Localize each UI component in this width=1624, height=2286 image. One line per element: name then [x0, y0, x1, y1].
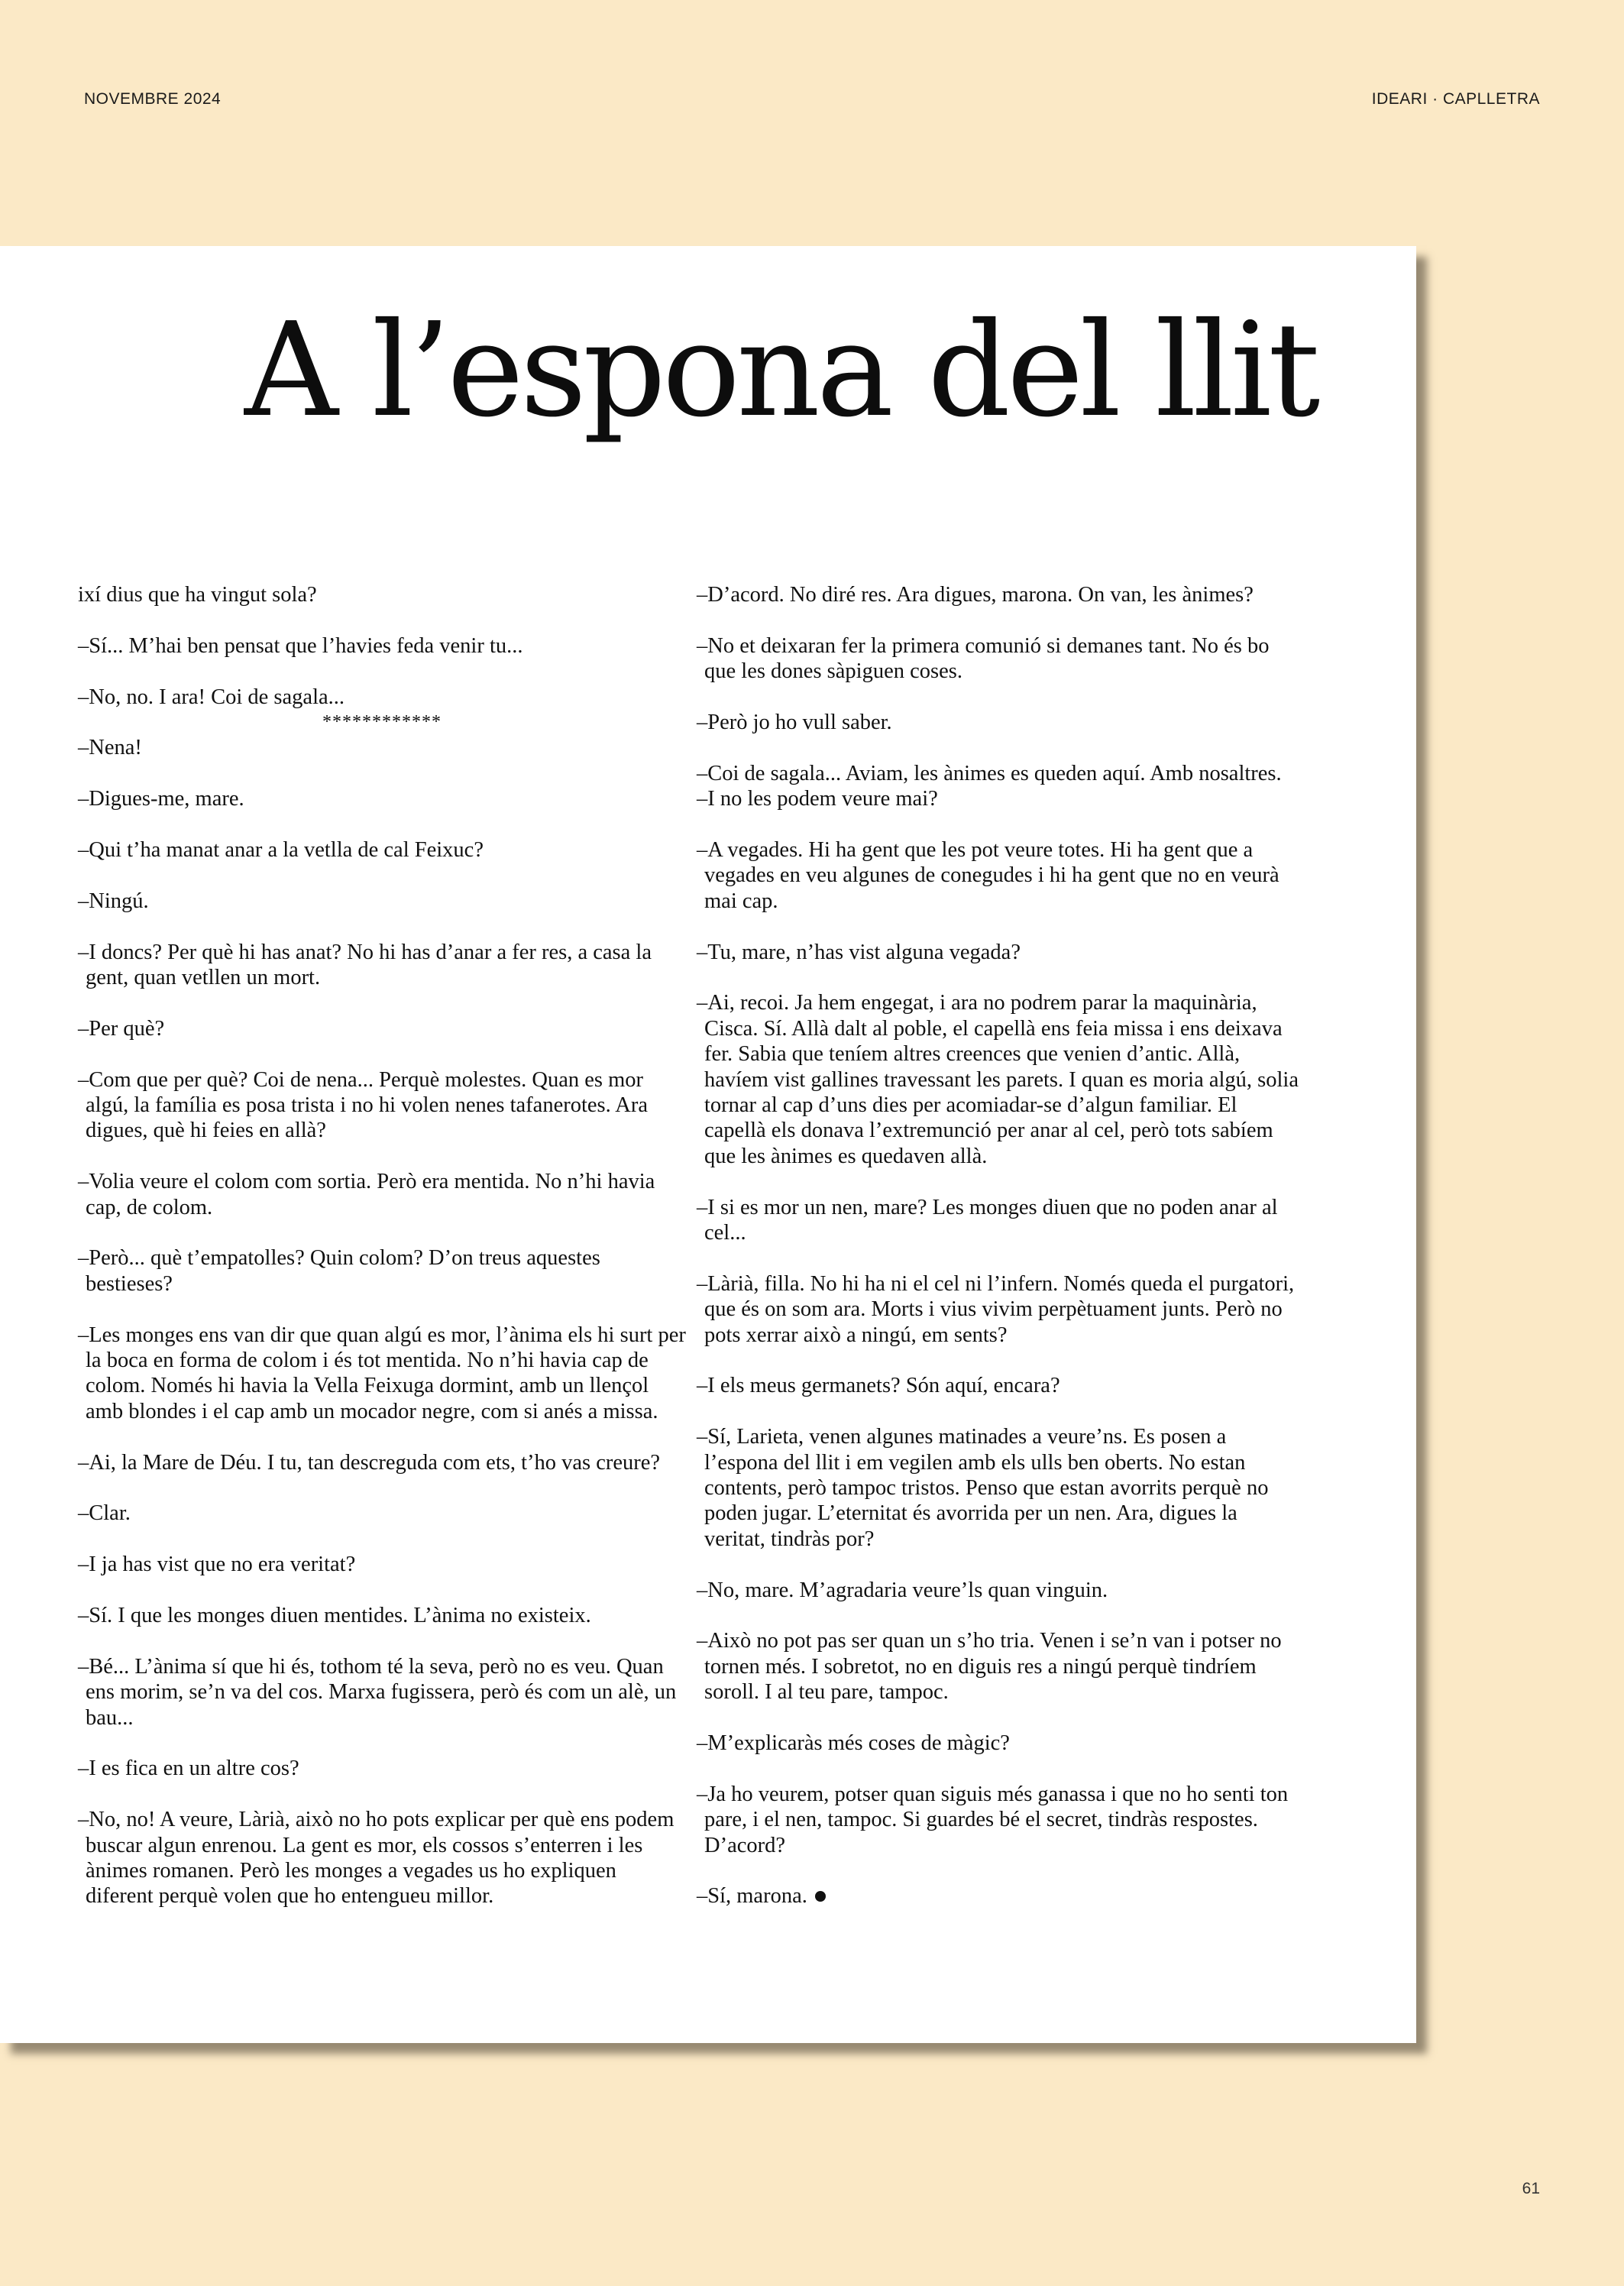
paragraph: –Però jo ho vull saber. [697, 711, 892, 734]
last-paragraph [697, 1883, 1303, 1909]
paragraph: –No et deixaran fer la primera comunió si demanes tant. No és bo que les dones sàpiguen coses. [697, 633, 1270, 684]
paragraph: ixí dius que ha vingut sola? [78, 583, 317, 607]
paragraph: –D’acord. No diré res. Ara digues, marona. On van, les ànimes? [697, 583, 1254, 607]
paragraph: –Però... què t’empatolles? Quin colom? D’on treus aquestes bestieses? [78, 1246, 600, 1296]
paragraph: –Com que per què? Coi de nena... Perquè molestes. Quan es mor algú, la família es posa trista i no hi volen nenes tafanerotes. Ara digues, què hi feies en allà? [78, 1067, 649, 1143]
paragraph: –Tu, mare, n’has vist alguna vegada? [697, 940, 1021, 964]
paragraph: –Digues-me, mare. [78, 787, 244, 811]
scene-separator: ************ [322, 712, 442, 732]
paragraph: –Ai, recoi. Ja hem engegat, i ara no podrem parar la maquinària, Cisca. Sí. Allà dalt al poble, el capellà ens feia missa i ens deixava fer. Sabia que teníem altres creences que venien d’antic. Allà, havíem vist gallines travessant les parets. I quan es moria algú, solia tornar al cap d’uns dies per acomiadar-se d’algun familiar. El capellà els donava l’extremunció per anar al cel, però tots sabíem que les ànimes es quedaven allà. [697, 991, 1299, 1168]
paragraph: –Per què? [78, 1016, 165, 1041]
paragraph: –Coi de sagala... Aviam, les ànimes es queden aquí. Amb nosaltres. [697, 761, 1282, 785]
paragraph: –Les monges ens van dir que quan algú es mor, l’ànima els hi surt per la boca en forma de colom i és tot mentida. No n’hi havia cap de colom. Només hi havia la Vella Feixuga dormint, amb un llençol amb blondes i el cap amb un mocador negre, com si anés a missa. [78, 1323, 686, 1423]
paragraph: –Nena! [78, 736, 142, 760]
text-column-right [697, 582, 1303, 1935]
paragraph: –I si es mor un nen, mare? Les monges diuen que no poden anar al cel... [697, 1195, 1278, 1245]
paragraph: –No, no! A veure, Làrià, això no ho pots explicar per què ens podem buscar algun enrenou. La gent es mor, els cossos s’enterren i les ànimes romanen. Però les monges a vegades us ho expliquen diferent perquè volen que ho entengueu millor. [78, 1808, 675, 1909]
article-panel [0, 246, 1416, 2043]
paragraph: –Ai, la Mare de Déu. I tu, tan descreguda com ets, t’ho vas creure? [78, 1450, 661, 1475]
end-mark-dot [815, 1891, 826, 1902]
paragraph: –Ningú. [78, 889, 149, 913]
text-column-left [78, 582, 686, 1935]
paragraph: –I els meus germanets? Són aquí, encara? [697, 1374, 1060, 1398]
paragraph: –M’explicaràs més coses de màgic? [697, 1731, 1010, 1756]
paragraph: –I ja has vist que no era veritat? [78, 1553, 356, 1577]
paragraph: –Làrià, filla. No hi ha ni el cel ni l’infern. Només queda el purgatori, que és on som ara. Morts i vius vivim perpètuament junts. Però no pots xerrar això a ningú, em sents? [697, 1271, 1295, 1347]
issue-date: NOVEMBRE 2024 [84, 90, 222, 108]
paragraph: –Sí, Larieta, venen algunes matinades a veure’ns. Es posen a l’espona del llit i em vegilen amb els ulls ben oberts. No estan contents, però tampoc tristos. Penso que estan avorrits perquè no poden jugar. L’eternitat és avorrida per un nen. Ara, digues la veritat, tindràs por? [697, 1425, 1269, 1551]
paragraph: –No, no. I ara! Coi de sagala... [78, 685, 345, 709]
paragraph: –Clar. [78, 1501, 131, 1526]
paragraph: –Sí... M’hai ben pensat que l’havies feda venir tu... [78, 633, 523, 658]
article-title: A l’espona del llit [244, 295, 1317, 446]
paragraph: –Això no pot pas ser quan un s’ho tria. Venen i se’n van i potser no tornen més. I sobretot, no en diguis res a ningú perquè tindríem soroll. I al teu pare, tampoc. [697, 1629, 1282, 1705]
paragraph: –Ja ho veurem, potser quan siguis més ganassa i que no ho senti ton pare, i el nen, tampoc. Si guardes bé el secret, tindràs respostes. D’acord? [697, 1782, 1289, 1857]
section-label: IDEARI · CAPLLETRA [1371, 90, 1540, 108]
paragraph: –Sí. I que les monges diuen mentides. L’ànima no existeix. [78, 1604, 591, 1628]
page-number: 61 [1522, 2180, 1540, 2197]
paragraph: –No, mare. M’agradaria veure’ls quan vinguin. [697, 1578, 1108, 1602]
paragraph: –A vegades. Hi ha gent que les pot veure totes. Hi ha gent que a vegades en veu algunes de conegudes i hi ha gent que no en veurà mai cap. [697, 838, 1279, 913]
paragraph: –I doncs? Per què hi has anat? No hi has d’anar a fer res, a casa la gent, quan vetllen un mort. [78, 940, 652, 989]
paragraph: –I no les podem veure mai? [697, 787, 938, 811]
paragraph: –Bé... L’ànima sí que hi és, tothom té la seva, però no es veu. Quan ens morim, se’n va del cos. Marxa fugissera, però és com un alè, un bau... [78, 1654, 677, 1730]
paragraph-text: –Sí, marona. [697, 1884, 807, 1909]
paragraph: –Volia veure el colom com sortia. Però era mentida. No n’hi havia cap, de colom. [78, 1170, 655, 1219]
paragraph: –Qui t’ha manat anar a la vetlla de cal Feixuc? [78, 838, 484, 862]
paragraph: –I es fica en un altre cos? [78, 1757, 299, 1781]
